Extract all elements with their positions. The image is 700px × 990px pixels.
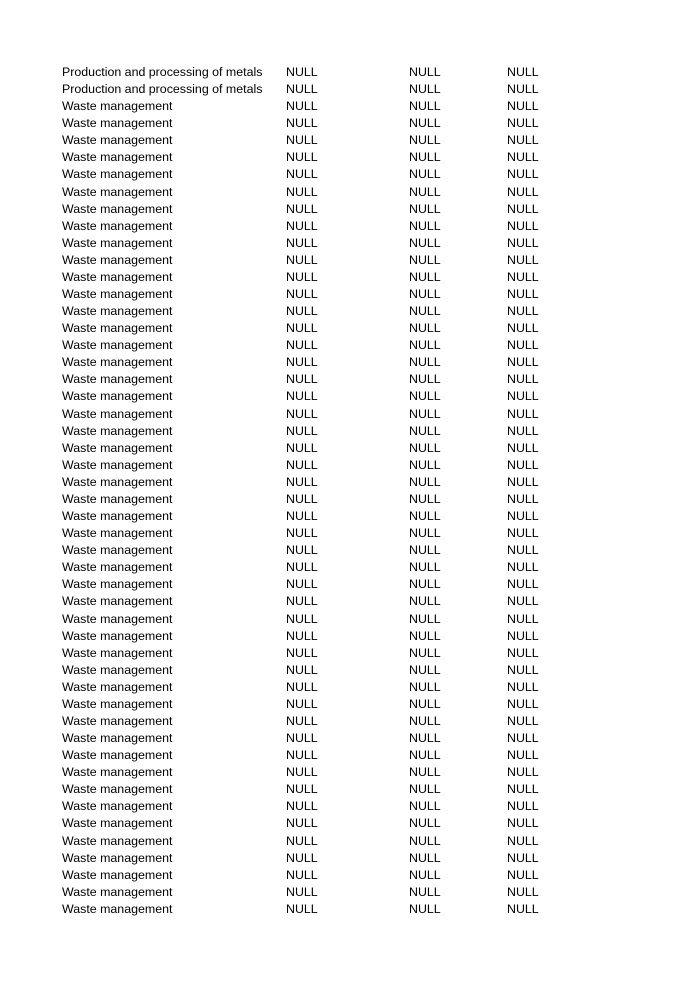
value-cell-2: NULL bbox=[409, 850, 441, 865]
value-cell-3: NULL bbox=[507, 150, 539, 165]
table-row bbox=[0, 149, 700, 166]
value-cell-1: NULL bbox=[286, 799, 318, 814]
value-cell-1: NULL bbox=[286, 850, 318, 865]
sector-cell: Waste management bbox=[62, 901, 173, 916]
value-cell-2: NULL bbox=[409, 406, 441, 421]
value-cell-2: NULL bbox=[409, 628, 441, 643]
value-cell-3: NULL bbox=[507, 321, 539, 336]
value-cell-2: NULL bbox=[409, 731, 441, 746]
table-row bbox=[0, 901, 700, 918]
value-cell-2: NULL bbox=[409, 252, 441, 267]
sector-cell: Waste management bbox=[62, 594, 173, 609]
value-cell-2: NULL bbox=[409, 150, 441, 165]
value-cell-3: NULL bbox=[507, 474, 539, 489]
value-cell-1: NULL bbox=[286, 748, 318, 763]
sector-cell: Waste management bbox=[62, 372, 173, 387]
value-cell-2: NULL bbox=[409, 679, 441, 694]
value-cell-3: NULL bbox=[507, 235, 539, 250]
data-table bbox=[0, 64, 700, 918]
value-cell-3: NULL bbox=[507, 543, 539, 558]
value-cell-3: NULL bbox=[507, 731, 539, 746]
value-cell-3: NULL bbox=[507, 799, 539, 814]
table-row bbox=[0, 406, 700, 423]
value-cell-1: NULL bbox=[286, 679, 318, 694]
value-cell-1: NULL bbox=[286, 287, 318, 302]
value-cell-2: NULL bbox=[409, 509, 441, 524]
table-row bbox=[0, 201, 700, 218]
value-cell-3: NULL bbox=[507, 389, 539, 404]
sector-cell: Waste management bbox=[62, 150, 173, 165]
value-cell-3: NULL bbox=[507, 645, 539, 660]
value-cell-3: NULL bbox=[507, 218, 539, 233]
value-cell-1: NULL bbox=[286, 252, 318, 267]
sector-cell: Waste management bbox=[62, 269, 173, 284]
value-cell-1: NULL bbox=[286, 406, 318, 421]
value-cell-1: NULL bbox=[286, 338, 318, 353]
value-cell-1: NULL bbox=[286, 65, 318, 79]
sector-cell: Waste management bbox=[62, 474, 173, 489]
sector-cell: Waste management bbox=[62, 713, 173, 728]
table-row bbox=[0, 320, 700, 337]
value-cell-1: NULL bbox=[286, 713, 318, 728]
sector-cell: Waste management bbox=[62, 526, 173, 541]
value-cell-2: NULL bbox=[409, 867, 441, 882]
table-row bbox=[0, 269, 700, 286]
value-cell-1: NULL bbox=[286, 543, 318, 558]
value-cell-1: NULL bbox=[286, 150, 318, 165]
sector-cell: Waste management bbox=[62, 457, 173, 472]
table-row bbox=[0, 611, 700, 628]
value-cell-1: NULL bbox=[286, 577, 318, 592]
table-row bbox=[0, 354, 700, 371]
value-cell-3: NULL bbox=[507, 526, 539, 541]
value-cell-1: NULL bbox=[286, 133, 318, 148]
value-cell-2: NULL bbox=[409, 372, 441, 387]
value-cell-3: NULL bbox=[507, 201, 539, 216]
table-row bbox=[0, 64, 700, 81]
value-cell-3: NULL bbox=[507, 833, 539, 848]
value-cell-2: NULL bbox=[409, 389, 441, 404]
value-cell-3: NULL bbox=[507, 509, 539, 524]
value-cell-1: NULL bbox=[286, 731, 318, 746]
value-cell-1: NULL bbox=[286, 321, 318, 336]
value-cell-1: NULL bbox=[286, 594, 318, 609]
table-row bbox=[0, 286, 700, 303]
table-row bbox=[0, 235, 700, 252]
value-cell-2: NULL bbox=[409, 799, 441, 814]
table-row bbox=[0, 781, 700, 798]
value-cell-1: NULL bbox=[286, 696, 318, 711]
value-cell-1: NULL bbox=[286, 269, 318, 284]
table-row bbox=[0, 867, 700, 884]
value-cell-3: NULL bbox=[507, 850, 539, 865]
value-cell-2: NULL bbox=[409, 782, 441, 797]
value-cell-2: NULL bbox=[409, 338, 441, 353]
value-cell-1: NULL bbox=[286, 423, 318, 438]
value-cell-1: NULL bbox=[286, 372, 318, 387]
table-row bbox=[0, 252, 700, 269]
value-cell-1: NULL bbox=[286, 235, 318, 250]
value-cell-2: NULL bbox=[409, 287, 441, 302]
table-row bbox=[0, 491, 700, 508]
value-cell-1: NULL bbox=[286, 304, 318, 319]
sector-cell: Waste management bbox=[62, 782, 173, 797]
value-cell-2: NULL bbox=[409, 696, 441, 711]
value-cell-3: NULL bbox=[507, 65, 539, 79]
sector-cell: Waste management bbox=[62, 440, 173, 455]
value-cell-2: NULL bbox=[409, 713, 441, 728]
value-cell-3: NULL bbox=[507, 628, 539, 643]
value-cell-1: NULL bbox=[286, 474, 318, 489]
sector-cell: Waste management bbox=[62, 867, 173, 882]
table-row bbox=[0, 662, 700, 679]
value-cell-3: NULL bbox=[507, 252, 539, 267]
value-cell-2: NULL bbox=[409, 457, 441, 472]
value-cell-3: NULL bbox=[507, 713, 539, 728]
value-cell-2: NULL bbox=[409, 611, 441, 626]
value-cell-1: NULL bbox=[286, 611, 318, 626]
value-cell-3: NULL bbox=[507, 406, 539, 421]
value-cell-1: NULL bbox=[286, 491, 318, 506]
sector-cell: Waste management bbox=[62, 662, 173, 677]
value-cell-3: NULL bbox=[507, 748, 539, 763]
sector-cell: Waste management bbox=[62, 611, 173, 626]
value-cell-2: NULL bbox=[409, 526, 441, 541]
sector-cell: Waste management bbox=[62, 338, 173, 353]
sector-cell: Production and processing of metals bbox=[62, 82, 263, 97]
value-cell-3: NULL bbox=[507, 440, 539, 455]
value-cell-1: NULL bbox=[286, 201, 318, 216]
sector-cell: Waste management bbox=[62, 560, 173, 575]
value-cell-1: NULL bbox=[286, 901, 318, 916]
value-cell-2: NULL bbox=[409, 901, 441, 916]
table-row bbox=[0, 132, 700, 149]
table-row bbox=[0, 542, 700, 559]
table-row bbox=[0, 559, 700, 576]
table-row bbox=[0, 115, 700, 132]
sector-cell: Waste management bbox=[62, 491, 173, 506]
value-cell-3: NULL bbox=[507, 696, 539, 711]
value-cell-1: NULL bbox=[286, 355, 318, 370]
value-cell-3: NULL bbox=[507, 457, 539, 472]
value-cell-2: NULL bbox=[409, 423, 441, 438]
sector-cell: Waste management bbox=[62, 577, 173, 592]
table-row bbox=[0, 747, 700, 764]
value-cell-3: NULL bbox=[507, 372, 539, 387]
value-cell-1: NULL bbox=[286, 82, 318, 97]
value-cell-2: NULL bbox=[409, 884, 441, 899]
value-cell-3: NULL bbox=[507, 577, 539, 592]
value-cell-2: NULL bbox=[409, 304, 441, 319]
value-cell-3: NULL bbox=[507, 611, 539, 626]
value-cell-1: NULL bbox=[286, 457, 318, 472]
value-cell-3: NULL bbox=[507, 133, 539, 148]
value-cell-1: NULL bbox=[286, 509, 318, 524]
table-row bbox=[0, 645, 700, 662]
value-cell-1: NULL bbox=[286, 628, 318, 643]
table-row bbox=[0, 388, 700, 405]
value-cell-2: NULL bbox=[409, 577, 441, 592]
value-cell-1: NULL bbox=[286, 99, 318, 114]
value-cell-3: NULL bbox=[507, 662, 539, 677]
sector-cell: Waste management bbox=[62, 799, 173, 814]
sector-cell: Waste management bbox=[62, 287, 173, 302]
table-row bbox=[0, 679, 700, 696]
table-row bbox=[0, 457, 700, 474]
table-row bbox=[0, 303, 700, 320]
value-cell-3: NULL bbox=[507, 765, 539, 780]
sector-cell: Waste management bbox=[62, 167, 173, 182]
value-cell-2: NULL bbox=[409, 816, 441, 831]
value-cell-1: NULL bbox=[286, 816, 318, 831]
value-cell-1: NULL bbox=[286, 833, 318, 848]
table-row bbox=[0, 474, 700, 491]
sector-cell: Waste management bbox=[62, 816, 173, 831]
value-cell-1: NULL bbox=[286, 440, 318, 455]
value-cell-2: NULL bbox=[409, 218, 441, 233]
value-cell-3: NULL bbox=[507, 304, 539, 319]
value-cell-3: NULL bbox=[507, 884, 539, 899]
value-cell-1: NULL bbox=[286, 184, 318, 199]
value-cell-1: NULL bbox=[286, 782, 318, 797]
value-cell-3: NULL bbox=[507, 338, 539, 353]
table-row bbox=[0, 696, 700, 713]
value-cell-3: NULL bbox=[507, 816, 539, 831]
value-cell-1: NULL bbox=[286, 765, 318, 780]
table-row bbox=[0, 593, 700, 610]
value-cell-1: NULL bbox=[286, 389, 318, 404]
value-cell-3: NULL bbox=[507, 184, 539, 199]
value-cell-3: NULL bbox=[507, 594, 539, 609]
value-cell-2: NULL bbox=[409, 491, 441, 506]
table-row bbox=[0, 371, 700, 388]
table-row bbox=[0, 850, 700, 867]
table-row bbox=[0, 81, 700, 98]
table-row bbox=[0, 508, 700, 525]
value-cell-2: NULL bbox=[409, 116, 441, 131]
value-cell-2: NULL bbox=[409, 543, 441, 558]
value-cell-2: NULL bbox=[409, 235, 441, 250]
sector-cell: Waste management bbox=[62, 731, 173, 746]
value-cell-2: NULL bbox=[409, 269, 441, 284]
value-cell-2: NULL bbox=[409, 594, 441, 609]
value-cell-3: NULL bbox=[507, 901, 539, 916]
sector-cell: Waste management bbox=[62, 406, 173, 421]
value-cell-1: NULL bbox=[286, 884, 318, 899]
sector-cell: Waste management bbox=[62, 218, 173, 233]
sector-cell: Waste management bbox=[62, 389, 173, 404]
value-cell-1: NULL bbox=[286, 560, 318, 575]
table-row bbox=[0, 833, 700, 850]
value-cell-3: NULL bbox=[507, 560, 539, 575]
sector-cell: Waste management bbox=[62, 765, 173, 780]
sector-cell: Waste management bbox=[62, 748, 173, 763]
value-cell-2: NULL bbox=[409, 355, 441, 370]
sector-cell: Waste management bbox=[62, 884, 173, 899]
table-row bbox=[0, 440, 700, 457]
value-cell-2: NULL bbox=[409, 65, 441, 79]
value-cell-3: NULL bbox=[507, 679, 539, 694]
value-cell-2: NULL bbox=[409, 748, 441, 763]
sector-cell: Waste management bbox=[62, 184, 173, 199]
table-row bbox=[0, 184, 700, 201]
sector-cell: Waste management bbox=[62, 355, 173, 370]
value-cell-3: NULL bbox=[507, 167, 539, 182]
table-row bbox=[0, 525, 700, 542]
value-cell-2: NULL bbox=[409, 82, 441, 97]
sector-cell: Waste management bbox=[62, 116, 173, 131]
table-row bbox=[0, 798, 700, 815]
value-cell-3: NULL bbox=[507, 355, 539, 370]
sector-cell: Waste management bbox=[62, 509, 173, 524]
value-cell-3: NULL bbox=[507, 269, 539, 284]
value-cell-2: NULL bbox=[409, 167, 441, 182]
sector-cell: Waste management bbox=[62, 133, 173, 148]
value-cell-2: NULL bbox=[409, 833, 441, 848]
value-cell-2: NULL bbox=[409, 474, 441, 489]
sector-cell: Waste management bbox=[62, 252, 173, 267]
value-cell-2: NULL bbox=[409, 662, 441, 677]
value-cell-1: NULL bbox=[286, 645, 318, 660]
sector-cell: Waste management bbox=[62, 645, 173, 660]
table-row bbox=[0, 166, 700, 183]
value-cell-3: NULL bbox=[507, 867, 539, 882]
value-cell-2: NULL bbox=[409, 440, 441, 455]
sector-cell: Waste management bbox=[62, 850, 173, 865]
sector-cell: Waste management bbox=[62, 99, 173, 114]
value-cell-2: NULL bbox=[409, 560, 441, 575]
sector-cell: Waste management bbox=[62, 423, 173, 438]
table-row bbox=[0, 713, 700, 730]
sector-cell: Waste management bbox=[62, 543, 173, 558]
value-cell-3: NULL bbox=[507, 782, 539, 797]
sector-cell: Waste management bbox=[62, 679, 173, 694]
value-cell-2: NULL bbox=[409, 645, 441, 660]
value-cell-3: NULL bbox=[507, 99, 539, 114]
sector-cell: Waste management bbox=[62, 235, 173, 250]
value-cell-1: NULL bbox=[286, 867, 318, 882]
table-row bbox=[0, 423, 700, 440]
value-cell-3: NULL bbox=[507, 287, 539, 302]
value-cell-2: NULL bbox=[409, 99, 441, 114]
value-cell-1: NULL bbox=[286, 662, 318, 677]
value-cell-1: NULL bbox=[286, 526, 318, 541]
value-cell-3: NULL bbox=[507, 491, 539, 506]
table-row bbox=[0, 628, 700, 645]
sector-cell: Waste management bbox=[62, 201, 173, 216]
value-cell-1: NULL bbox=[286, 116, 318, 131]
sector-cell: Waste management bbox=[62, 833, 173, 848]
sector-cell: Production and processing of metals bbox=[62, 65, 263, 79]
table-row bbox=[0, 730, 700, 747]
table-row bbox=[0, 764, 700, 781]
value-cell-1: NULL bbox=[286, 218, 318, 233]
table-row bbox=[0, 576, 700, 593]
table-row bbox=[0, 884, 700, 901]
table-row bbox=[0, 218, 700, 235]
value-cell-2: NULL bbox=[409, 184, 441, 199]
table-row bbox=[0, 815, 700, 832]
sector-cell: Waste management bbox=[62, 628, 173, 643]
sector-cell: Waste management bbox=[62, 321, 173, 336]
value-cell-2: NULL bbox=[409, 321, 441, 336]
value-cell-2: NULL bbox=[409, 765, 441, 780]
table-row bbox=[0, 337, 700, 354]
sector-cell: Waste management bbox=[62, 696, 173, 711]
value-cell-1: NULL bbox=[286, 167, 318, 182]
value-cell-2: NULL bbox=[409, 201, 441, 216]
value-cell-3: NULL bbox=[507, 82, 539, 97]
value-cell-3: NULL bbox=[507, 423, 539, 438]
sector-cell: Waste management bbox=[62, 304, 173, 319]
value-cell-2: NULL bbox=[409, 133, 441, 148]
value-cell-3: NULL bbox=[507, 116, 539, 131]
table-row bbox=[0, 98, 700, 115]
